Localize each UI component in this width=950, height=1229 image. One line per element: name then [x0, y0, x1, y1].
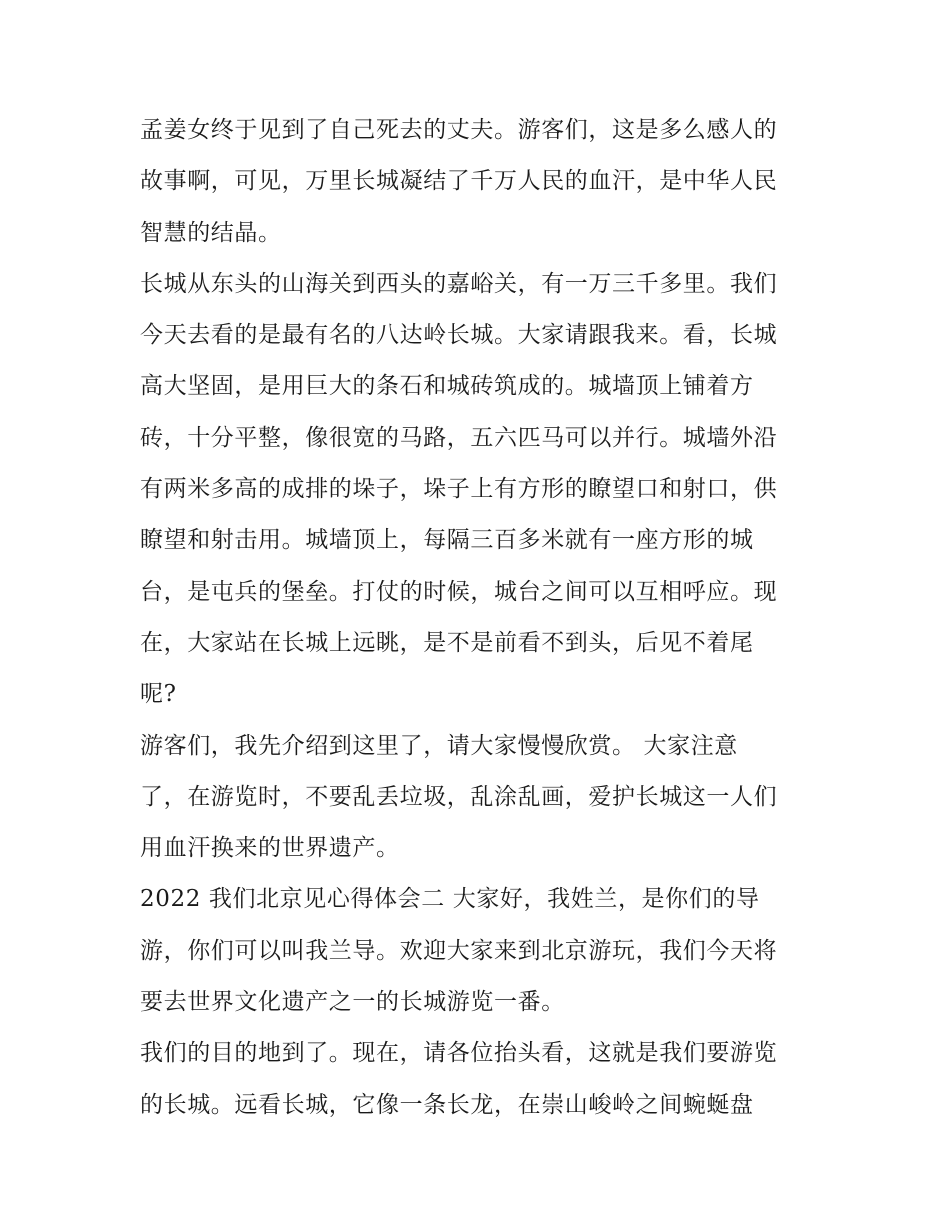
- text-line: 用血汗换来的世界遗产。: [140, 835, 400, 862]
- text-line: 在，大家站在长城上远眺，是不是前看不到头，后见不着尾: [140, 629, 754, 656]
- text-line: 的长城。远看长城，它像一条长龙，在崇山峻岭之间蜿蜒盘: [140, 1091, 754, 1118]
- text-line: 孟姜女终于见到了自己死去的丈夫。游客们，这是多么感人的: [140, 117, 778, 143]
- text-line: 长城从东头的山海关到西头的嘉峪关，有一万三千多里。我们: [140, 270, 778, 297]
- body-text: [140, 105, 820, 1131]
- text-line: 智慧的结晶。: [140, 219, 282, 246]
- text-line: 要去世界文化遗产之一的长城游览一番。: [140, 989, 565, 1016]
- text-line: 我们的目的地到了。现在，请各位抬头看，这就是我们要游览: [140, 1040, 778, 1067]
- text-line: 了，在游览时，不要乱丢垃圾，乱涂乱画，爱护长城这一人们: [140, 783, 778, 810]
- text-line: 游客们，我先介绍到这里了，请大家慢慢欣赏。 大家注意: [140, 732, 738, 759]
- text-line: 瞭望和射击用。城墙顶上，每隔三百多米就有一座方形的城: [140, 527, 754, 554]
- text-line: 高大坚固，是用巨大的条石和城砖筑成的。城墙顶上铺着方: [140, 373, 754, 400]
- text-line: 呢?: [140, 681, 177, 708]
- text-line: 2022 我们北京见心得体会二 大家好，我姓兰，是你们的导: [140, 886, 760, 913]
- text-line: 台，是屯兵的堡垒。打仗的时候，城台之间可以互相呼应。现: [140, 578, 778, 605]
- text-line: 今天去看的是最有名的八达岭长城。大家请跟我来。看，长城: [140, 322, 778, 349]
- text-line: 故事啊，可见，万里长城凝结了千万人民的血汗，是中华人民: [140, 168, 778, 195]
- text-line: 游，你们可以叫我兰导。欢迎大家来到北京游玩，我们今天将: [140, 937, 778, 964]
- text-line: 有两米多高的成排的垛子，垛子上有方形的瞭望口和射口，供: [140, 476, 778, 503]
- text-line: 砖，十分平整，像很宽的马路，五六匹马可以并行。城墙外沿: [140, 424, 778, 451]
